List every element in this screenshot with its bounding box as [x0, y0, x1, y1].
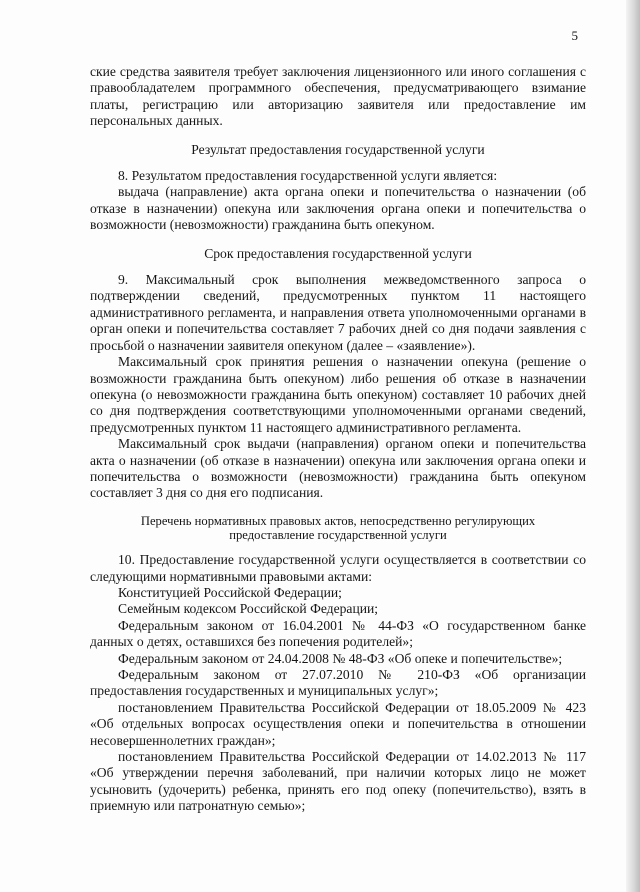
paragraph-item-8: 8. Результатом предоставления государственной услуги является:	[118, 168, 498, 184]
section-heading-legal-acts: Перечень нормативных правовых актов, непосредственно регулирующих предоставление государственной услуги	[140, 513, 536, 542]
legal-act-family-code: Семейным кодексом Российской Федерации;	[118, 601, 379, 617]
paragraph-item-9: 9. Максимальный срок выполнения межведомственного запроса о подтверждении сведений, предусмотренных пунктом 11 настоящего административного регламента, и направления ответа уполномоченными органами в орган опеки и попечительства составляет 7 рабочих дней со дня подачи заявления с просьбой о назначении заявителя опекуном (далее – «заявление»).	[90, 272, 586, 353]
legal-act-resolution-423: постановлением Правительства Российской Федерации от 18.05.2009 № 423 «Об отдельных вопросах осуществления опеки и попечительства в отношении несовершеннолетних граждан»;	[90, 699, 586, 748]
paragraph-item-10: 10. Предоставление государственной услуги осуществляется в соответствии со следующими нормативными правовыми актами:	[90, 552, 586, 584]
paragraph-term-issue: Максимальный срок выдачи (направления) органом опеки и попечительства акта о назначении (об отказе в назначении) опекуна или заключения органа опеки и попечительства о возможности (невозможности) гражданина быть опекуном составляет 3 дня со дня его подписания.	[90, 436, 586, 501]
legal-act-resolution-117: постановлением Правительства Российской Федерации от 14.02.2013 № 117 «Об утверждении перечня заболеваний, при наличии которых лицо не может усыновить (удочерить) ребенка, принять его под опеку (попечительство), взять в приемную или патронатную семью»;	[90, 749, 586, 814]
legal-act-48-fz: Федеральным законом от 24.04.2008 № 48-ФЗ «Об опеке и попечительстве»;	[118, 650, 563, 666]
page-number: 5	[571, 28, 578, 43]
section-heading-result: Результат предоставления государственной услуги	[191, 141, 485, 157]
paragraph-result-detail: выдача (направление) акта органа опеки и попечительства о назначении (об отказе в назначении) опекуна или заключения органа опеки и попечительства о возможности (невозможности) гражданина быть опекуном.	[90, 184, 586, 233]
document-body	[90, 64, 586, 815]
legal-act-44-fz: Федеральным законом от 16.04.2001 № 44-ФЗ «О государственном банке данных о детях, оставшихся без попечения родителей»;	[90, 617, 586, 650]
paragraph-continuation: ские средства заявителя требует заключения лицензионного или иного соглашения с правообладателем программного обеспечения, предусматривающего взимание платы, регистрацию или авторизацию заявителя или предоставление им персональных данных.	[90, 64, 586, 129]
legal-act-constitution: Конституцией Российской Федерации;	[118, 584, 342, 600]
scan-edge-shadow	[626, 0, 640, 892]
paragraph-term-decision: Максимальный срок принятия решения о назначении опекуна (решение о возможности гражданина быть опекуном) либо решения об отказе в назначении опекуна (о невозможности гражданина быть опекуном) составляет 10 рабочих дней со дня подтверждения соответствующими уполномоченными органами сведений, предусмотренных пунктом 11 настоящего административного регламента.	[90, 354, 586, 435]
legal-act-210-fz: Федеральным законом от 27.07.2010 № 210-ФЗ «Об организации предоставления государственных и муниципальных услуг»;	[90, 667, 586, 699]
section-heading-term: Срок предоставления государственной услуги	[204, 245, 472, 261]
